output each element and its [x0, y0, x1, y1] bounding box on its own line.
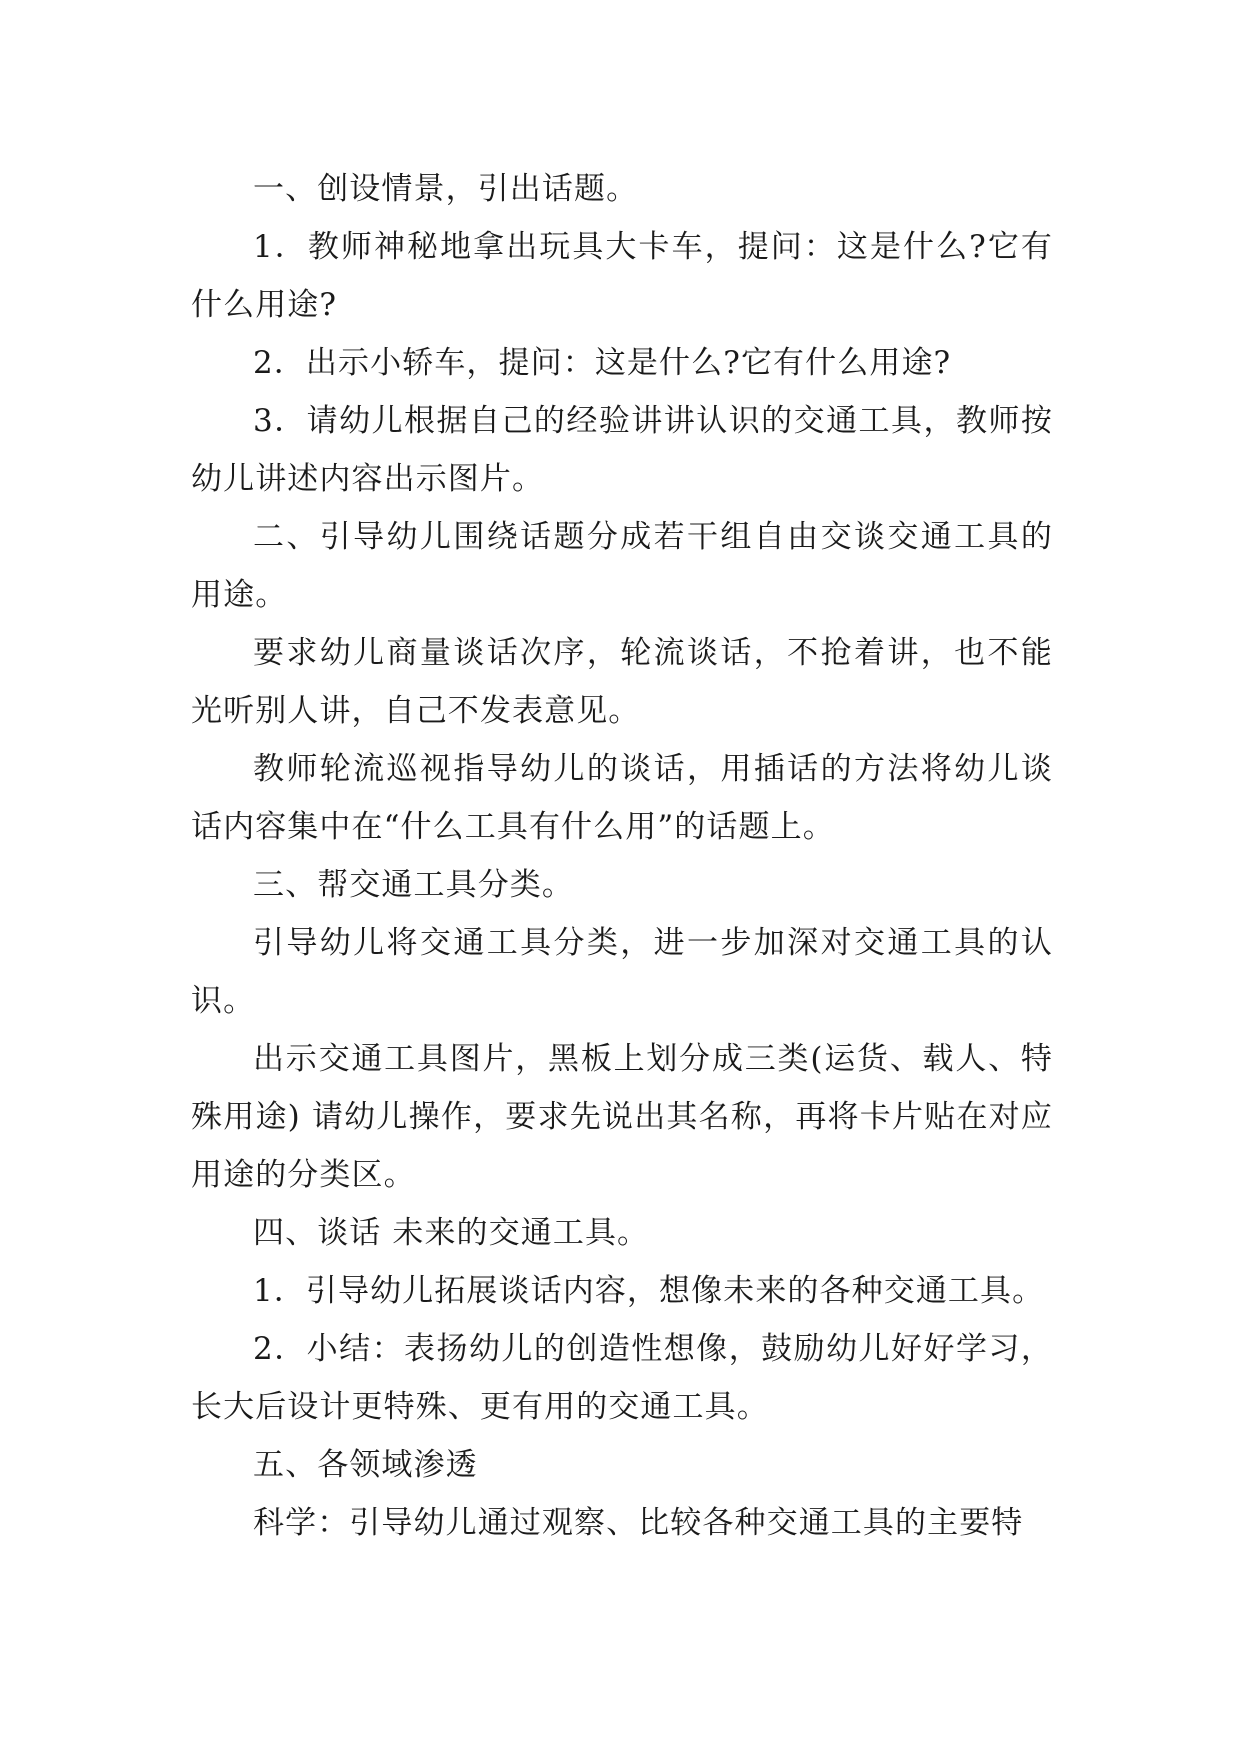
paragraph: 出示交通工具图片，黑板上划分成三类(运货、载人、特殊用途) 请幼儿操作，要求先说出其名称，再将卡片贴在对应用途的分类区。	[191, 1041, 1053, 1193]
paragraph: 科学：引导幼儿通过观察、比较各种交通工具的主要特	[253, 1505, 1024, 1541]
section-heading-4: 四、谈话 未来的交通工具。	[253, 1215, 650, 1251]
section-heading-5: 五、各领域渗透	[253, 1447, 478, 1483]
paragraph: 教师轮流巡视指导幼儿的谈话，用插话的方法将幼儿谈话内容集中在“什么工具有什么用”的话题上。	[191, 751, 1053, 845]
paragraph: 要求幼儿商量谈话次序，轮流谈话，不抢着讲，也不能光听别人讲，自己不发表意见。	[191, 635, 1053, 729]
paragraph: 引导幼儿将交通工具分类，进一步加深对交通工具的认识。	[191, 925, 1053, 1019]
paragraph: 1．引导幼儿拓展谈话内容，想像未来的各种交通工具。	[253, 1273, 1045, 1309]
paragraph: 2．出示小轿车，提问：这是什么?它有什么用途?	[253, 345, 952, 381]
section-heading-3: 三、帮交通工具分类。	[253, 867, 574, 903]
paragraph: 2．小结：表扬幼儿的创造性想像，鼓励幼儿好好学习，长大后设计更特殊、更有用的交通工具。	[191, 1331, 1053, 1425]
section-heading-2: 二、引导幼儿围绕话题分成若干组自由交谈交通工具的用途。	[191, 519, 1053, 613]
paragraph: 3．请幼儿根据自己的经验讲讲认识的交通工具，教师按幼儿讲述内容出示图片。	[191, 403, 1053, 497]
paragraph: 1．教师神秘地拿出玩具大卡车，提问：这是什么?它有什么用途?	[191, 229, 1053, 323]
section-heading-1: 一、创设情景，引出话题。	[253, 171, 639, 207]
document-body	[191, 160, 1053, 1552]
